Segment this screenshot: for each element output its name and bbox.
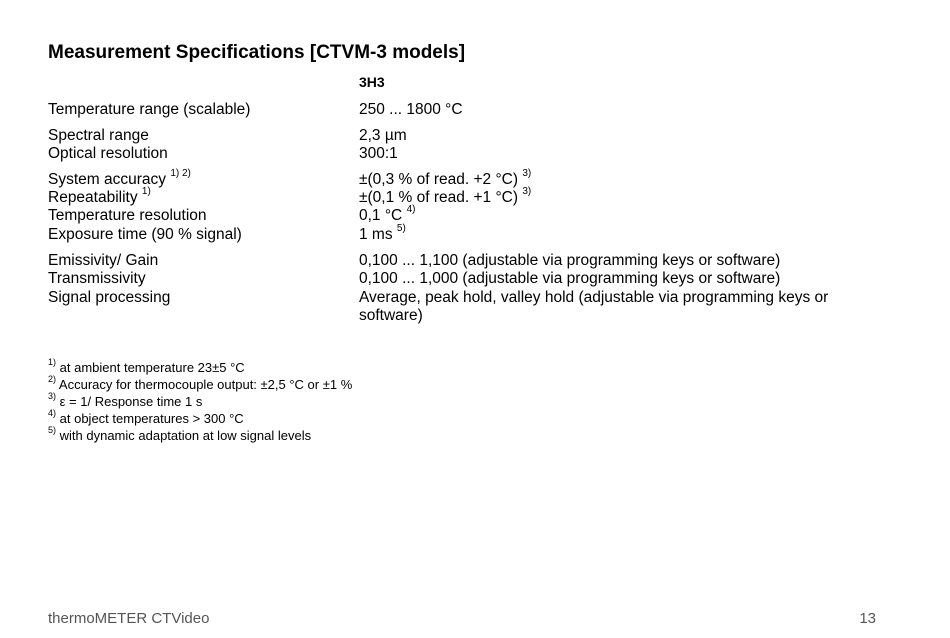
page-title: Measurement Specifications [CTVM-3 models]: [48, 42, 466, 63]
spec-value: 1 ms $^{5)}$: [359, 222, 406, 243]
spec-label: System accuracy $^{1) 2)}$: [48, 167, 191, 188]
footnote-text: at ambient temperature 23±5 °C: [59, 360, 245, 375]
spec-value: ±(0,1 % of read. +1 °C) $^{3)}$: [359, 185, 532, 206]
footnote-ref: 1) 2): [170, 167, 191, 179]
footnote: [48, 373, 353, 393]
model-column-header: 3H3: [359, 74, 385, 90]
spec-value: 2,3 µm: [359, 127, 407, 144]
footnote-mark: 2): [48, 373, 57, 384]
spec-label: Exposure time (90 % signal): [48, 226, 242, 243]
footnote-ref: 1): [141, 185, 151, 197]
footnote: [48, 390, 203, 410]
spec-value: Average, peak hold, valley hold (adjustable via programming keys or software): [359, 289, 829, 324]
spec-label: Temperature range (scalable): [48, 101, 251, 118]
spec-label: Optical resolution: [48, 145, 168, 162]
footnote: [48, 356, 245, 376]
spec-label: Emissivity/ Gain: [48, 252, 159, 269]
footnote-text: with dynamic adaptation at low signal levels: [59, 428, 312, 443]
footnote: [48, 407, 244, 427]
footnote-mark: 5): [48, 424, 57, 435]
footnote-ref: 3): [522, 185, 532, 197]
spec-value: 0,1 °C $^{4)}$: [359, 203, 416, 224]
footnote-mark: 4): [48, 407, 57, 418]
spec-label: Spectral range: [48, 127, 149, 144]
spec-label: Repeatability $^{1)}$: [48, 185, 151, 206]
page-number: 13: [859, 610, 876, 627]
spec-value: 300:1: [359, 145, 398, 162]
footnote-ref: 5): [396, 222, 406, 234]
spec-label: Transmissivity: [48, 270, 146, 287]
spec-value: ±(0,3 % of read. +2 °C) $^{3)}$: [359, 167, 532, 188]
footnote-ref: 3): [522, 167, 532, 179]
spec-label: Signal processing: [48, 289, 171, 306]
footnote-mark: 3): [48, 390, 57, 401]
footnote: [48, 424, 312, 444]
footnote-text: at object temperatures > 300 °C: [59, 411, 244, 426]
footnote-text: ε = 1/ Response time 1 s: [59, 394, 203, 409]
footnote-mark: 1): [48, 356, 57, 367]
footnote-ref: 4): [406, 203, 416, 215]
spec-value: 0,100 ... 1,100 (adjustable via programming keys or software): [359, 252, 781, 269]
footnote-text: Accuracy for thermocouple output: ±2,5 °C or ±1 %: [58, 377, 353, 392]
spec-value: 0,100 ... 1,000 (adjustable via programming keys or software): [359, 270, 781, 287]
spec-value: 250 ... 1800 °C: [359, 101, 463, 118]
footer-product-name: thermoMETER CTVideo: [48, 610, 210, 627]
spec-label: Temperature resolution: [48, 207, 207, 224]
